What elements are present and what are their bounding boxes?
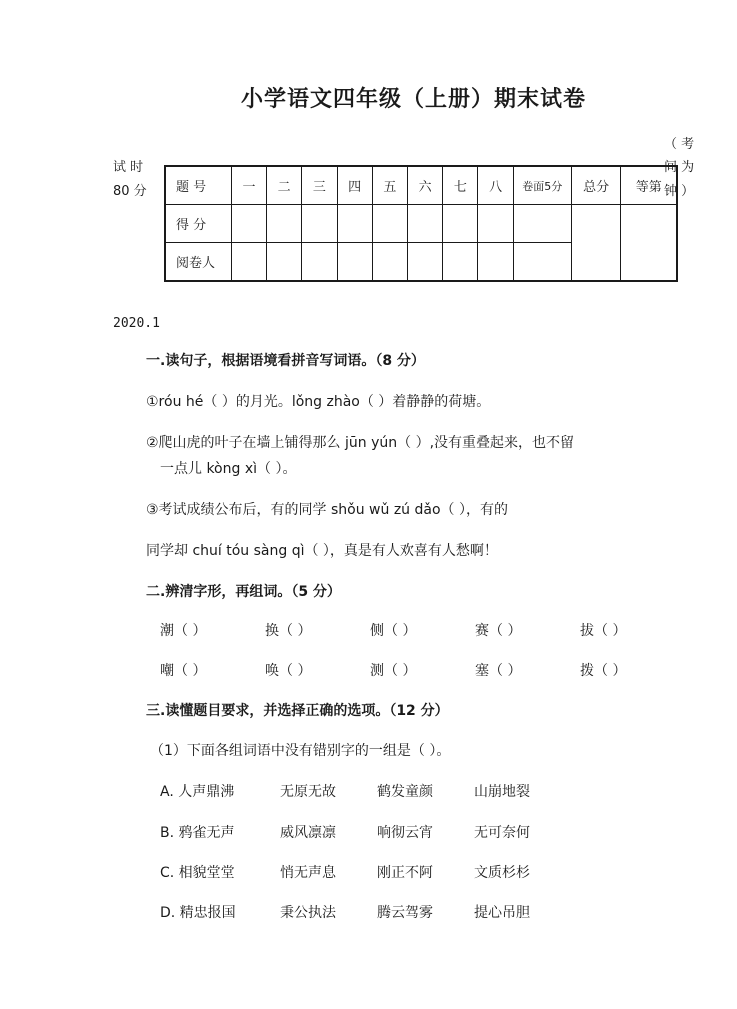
header-cell: 三	[302, 166, 337, 205]
exam-time-note-right-3: 钟 ）	[664, 184, 695, 199]
option-word: 无原无故	[280, 784, 336, 800]
char-item: 嘲（ ）	[160, 663, 207, 679]
option-word: 无可奈何	[474, 825, 530, 841]
header-cell: 一	[231, 166, 266, 205]
exam-time-note-right-1: （ 考	[664, 137, 695, 152]
header-cell: 题 号	[165, 166, 231, 205]
char-item: 拨（ ）	[580, 663, 627, 679]
option-word: 鹤发童颜	[377, 784, 433, 800]
grader-cell[interactable]	[337, 243, 372, 282]
option-row-b[interactable]	[160, 822, 571, 842]
score-cell[interactable]	[231, 205, 266, 243]
score-table-header-row	[165, 166, 677, 205]
char-item: 换（ ）	[265, 623, 312, 639]
total-score-cell[interactable]	[571, 205, 621, 282]
score-table	[164, 165, 678, 282]
header-cell: 等第	[621, 166, 677, 205]
score-cell[interactable]	[372, 205, 407, 243]
header-cell: 六	[408, 166, 443, 205]
option-label: D. 精忠报国	[160, 905, 236, 921]
page-title: 小学语文四年级（上册）期末试卷	[240, 87, 586, 112]
grader-cell[interactable]	[231, 243, 266, 282]
score-cell[interactable]	[513, 205, 571, 243]
header-cell: 卷面5分	[513, 166, 571, 205]
grader-cell[interactable]	[372, 243, 407, 282]
section-3-title: 三.读懂题目要求，并选择正确的选项。（12 分）	[146, 703, 449, 719]
header-cell: 七	[443, 166, 478, 205]
section-3-question-1: （1）下面各组词语中没有错别字的一组是（ ）。	[150, 743, 451, 759]
option-word: 秉公执法	[280, 905, 336, 921]
section-1-question-3-line-2: 同学却 chuí tóu sàng qì（ ），真是有人欢喜有人愁啊！	[146, 543, 498, 559]
option-word: 响彻云宵	[377, 825, 433, 841]
score-cell[interactable]	[478, 205, 513, 243]
option-word: 文质杉杉	[474, 865, 530, 881]
exam-time-note-left-1: 试 时	[113, 160, 144, 175]
char-item: 塞（ ）	[475, 663, 522, 679]
section-1-question-2-line-1: ②爬山虎的叶子在墙上铺得那么 jūn yún（ ）,没有重叠起来，也不留	[146, 435, 575, 451]
char-item: 测（ ）	[370, 663, 417, 679]
option-word: 提心吊胆	[474, 905, 530, 921]
grader-cell[interactable]	[478, 243, 513, 282]
option-row-d[interactable]	[160, 902, 571, 922]
score-cell[interactable]	[408, 205, 443, 243]
score-cell[interactable]	[267, 205, 302, 243]
char-item: 赛（ ）	[475, 623, 522, 639]
option-row-c[interactable]	[160, 862, 571, 882]
score-cell[interactable]	[337, 205, 372, 243]
option-word: 腾云驾雾	[377, 905, 433, 921]
option-word: 威风凛凛	[280, 825, 336, 841]
section-1-title: 一.读句子，根据语境看拼音写词语。（8 分）	[146, 353, 425, 369]
header-cell: 八	[478, 166, 513, 205]
exam-time-note-right-2: 间 为	[664, 160, 695, 175]
grader-cell[interactable]	[267, 243, 302, 282]
score-cell[interactable]	[443, 205, 478, 243]
option-label: C. 相貌堂堂	[160, 865, 235, 881]
grader-cell[interactable]	[302, 243, 337, 282]
section-1-question-1: ①róu hé（ ）的月光。lǒng zhào（ ）着静静的荷塘。	[146, 394, 491, 410]
header-cell: 四	[337, 166, 372, 205]
char-item: 唤（ ）	[265, 663, 312, 679]
score-table-score-row	[165, 205, 677, 243]
char-item: 潮（ ）	[160, 623, 207, 639]
char-item: 侧（ ）	[370, 623, 417, 639]
option-label: B. 鸦雀无声	[160, 825, 235, 841]
score-cell[interactable]	[302, 205, 337, 243]
exam-date: 2020.1	[113, 316, 160, 331]
grader-cell[interactable]	[513, 243, 571, 282]
header-cell: 总分	[571, 166, 621, 205]
grader-cell[interactable]	[443, 243, 478, 282]
char-item: 拔（ ）	[580, 623, 627, 639]
row-label: 得 分	[165, 205, 231, 243]
grader-cell[interactable]	[408, 243, 443, 282]
section-2-title: 二.辨清字形，再组词。（5 分）	[146, 584, 341, 600]
exam-time-note-left-2: 80 分	[113, 184, 147, 199]
header-cell: 二	[267, 166, 302, 205]
section-1-question-2-line-2: 一点儿 kòng xì（ ）。	[160, 461, 297, 477]
option-word: 悄无声息	[280, 865, 336, 881]
header-cell: 五	[372, 166, 407, 205]
section-1-question-3-line-1: ③考试成绩公布后，有的同学 shǒu wǔ zú dǎo（ ），有的	[146, 502, 508, 518]
option-word: 山崩地裂	[474, 784, 530, 800]
grade-cell[interactable]	[621, 205, 677, 282]
char-group-row-2	[160, 660, 685, 680]
option-label: A. 人声鼎沸	[160, 784, 235, 800]
option-row-a[interactable]	[160, 781, 571, 801]
row-label: 阅卷人	[165, 243, 231, 282]
option-word: 刚正不阿	[377, 865, 433, 881]
char-group-row-1	[160, 620, 685, 640]
